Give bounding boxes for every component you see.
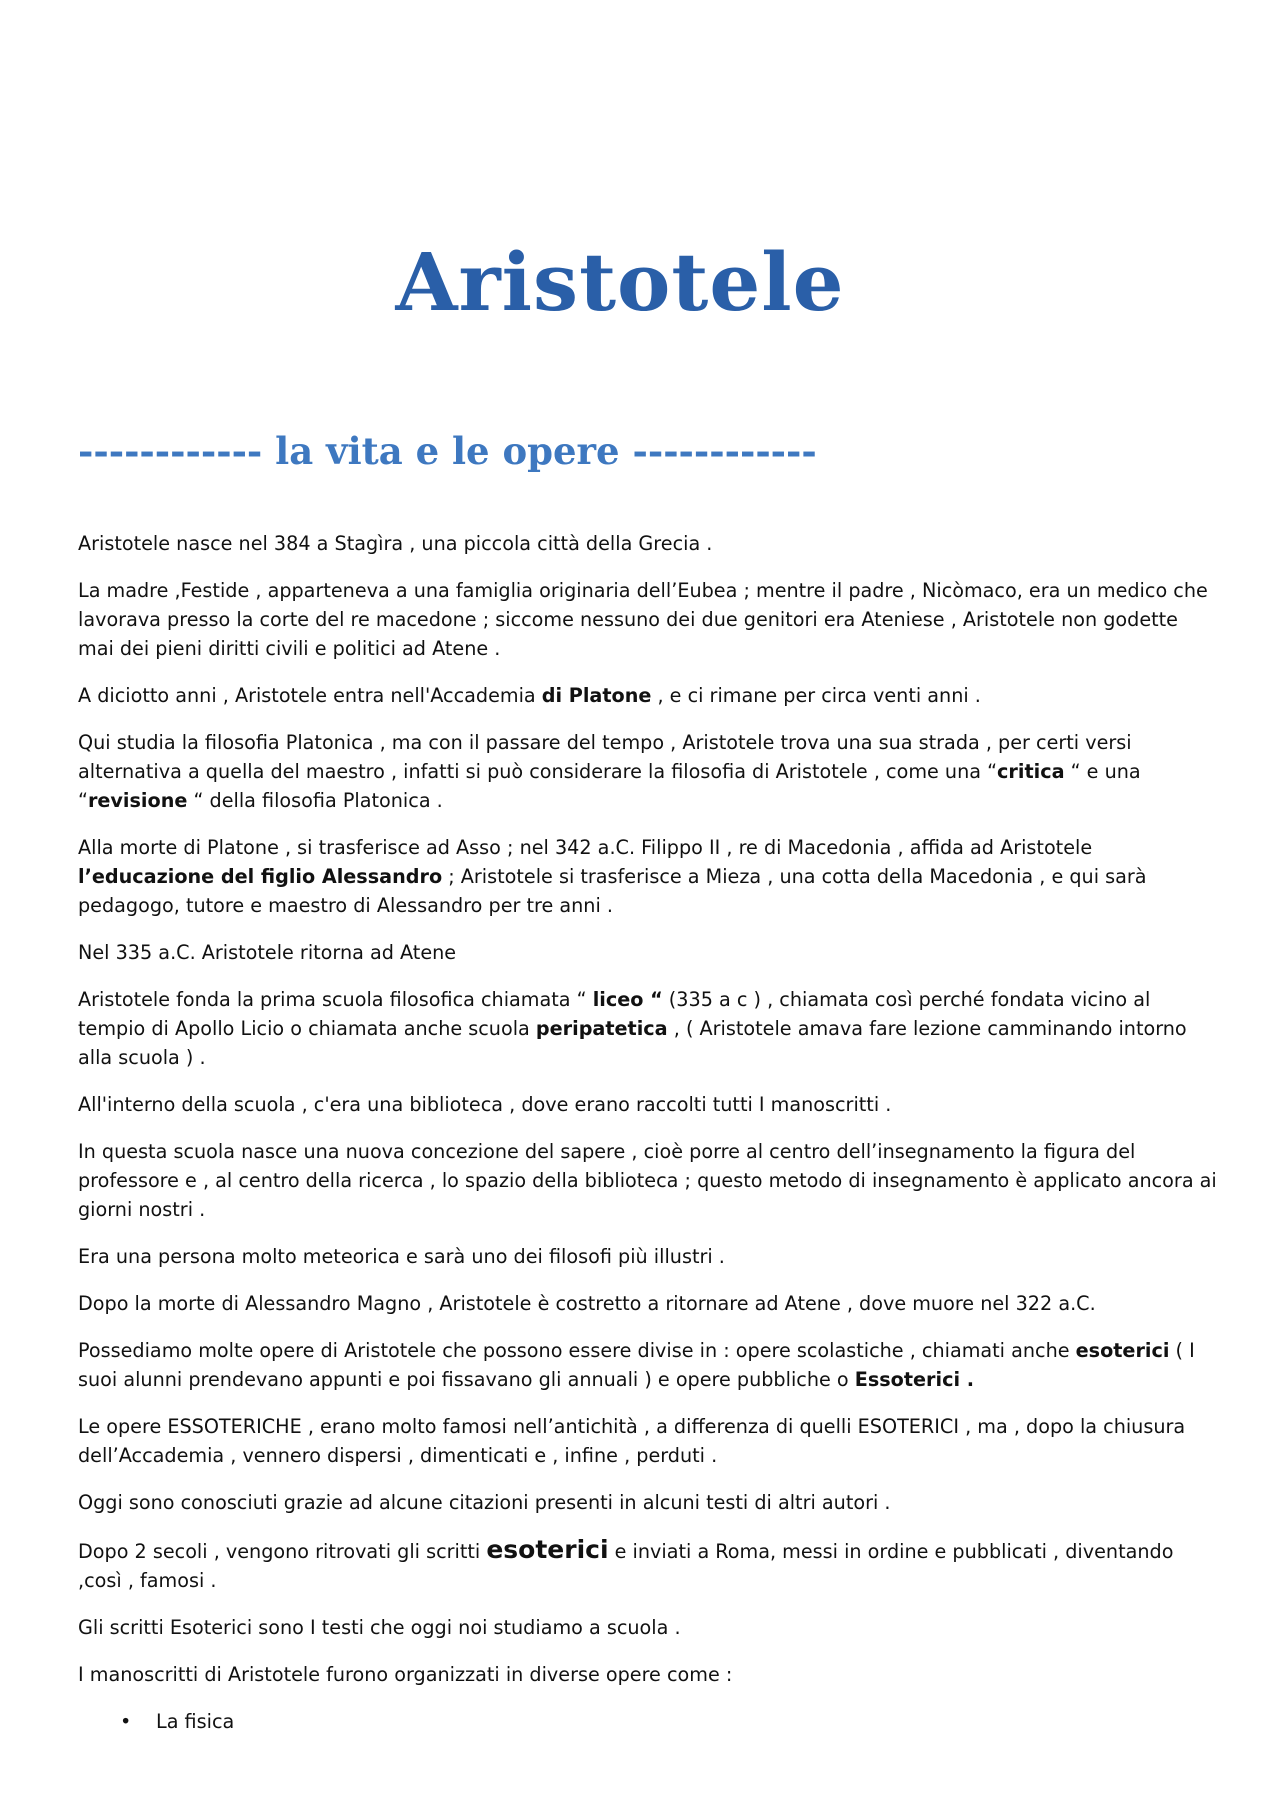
bold-text: di Platone — [541, 684, 652, 707]
paragraph-macedonia — [78, 833, 1218, 920]
bold-text: esoterici — [1075, 1339, 1170, 1362]
bold-text: liceo “ — [592, 988, 663, 1011]
paragraph-illustrious: Era una persona molto meteorica e sarà uno dei filosofi più illustri . — [78, 1245, 725, 1268]
paragraph-citations: Oggi sono conosciuti grazie ad alcune citazioni presenti in alcuni testi di altri autori . — [78, 1491, 891, 1514]
section-heading: ------------ la vita e le opere ------------ — [78, 428, 817, 473]
bold-text: peripatetica — [535, 1017, 668, 1040]
text-span: “ e una “ — [78, 760, 1141, 812]
paragraph-rediscovery — [78, 1535, 1218, 1595]
paragraph-academy — [78, 681, 1218, 710]
bold-text: Essoterici . — [854, 1368, 975, 1391]
text-span: “ della filosofia Platonica . — [187, 789, 443, 812]
text-span: Possediamo molte opere di Aristotele che possono essere divise in : opere scolastiche , chiamati anche — [78, 1339, 1076, 1362]
paragraph-manuscripts: I manoscritti di Aristotele furono organizzati in diverse opere come : — [78, 1663, 733, 1686]
text-span: Dopo 2 secoli , vengono ritrovati gli scritti — [78, 1540, 487, 1563]
text-span: (335 a c ) , chiamata così perché fondata vicino al tempio di Apollo Licio o chiamata anche scuola — [78, 988, 1151, 1040]
text-span: , ( Aristotele amava fare lezione camminando intorno alla scuola ) . — [78, 1017, 1187, 1069]
text-span: A diciotto anni , Aristotele entra nell'Accademia — [78, 684, 542, 707]
list-item — [78, 1707, 1218, 1736]
text-span: ( I suoi alunni prendevano appunti e poi fissavano gli annuali ) e opere pubbliche o — [78, 1339, 1195, 1391]
document-body — [78, 529, 1218, 1736]
paragraph-library: All'interno della scuola , c'era una biblioteca , dove erano raccolti tutti I manoscritti . — [78, 1093, 892, 1116]
text-span: Alla morte di Platone , si trasferisce ad Asso ; nel 342 a.C. Filippo II , re di Macedonia , affida ad Aristotele — [78, 836, 1093, 859]
bold-text: revisione — [87, 789, 188, 812]
paragraph-school: Gli scritti Esoterici sono I testi che oggi noi studiamo a scuola . — [78, 1616, 681, 1639]
large-bold-text: esoterici — [486, 1535, 609, 1564]
bold-text: critica — [997, 760, 1065, 783]
bullet-marker: • — [120, 1710, 132, 1733]
paragraph-death: Dopo la morte di Alessandro Magno , Aristotele è costretto a ritornare ad Atene , dove muore nel 322 a.C. — [78, 1292, 1096, 1315]
paragraph-birth: Aristotele nasce nel 384 a Stagìra , una piccola città della Grecia . — [78, 532, 713, 555]
text-span: ; Aristotele si trasferisce a Mieza , una cotta della Macedonia , e qui sarà pedagogo, tutore e maestro di Alessandro per tre anni . — [78, 865, 1147, 917]
text-span: e inviati a Roma, messi in ordine e pubblicati , diventando ,così , famosi . — [78, 1540, 1174, 1592]
paragraph-philosophy — [78, 728, 1218, 815]
bullet-list — [78, 1707, 1218, 1736]
paragraph-return: Nel 335 a.C. Aristotele ritorna ad Atene — [78, 941, 457, 964]
paragraph-exoteric: Le opere ESSOTERICHE , erano molto famosi nell’antichità , a differenza di quelli ESOTERICI , ma , dopo la chiusura dell’Accademia , vennero dispersi , dimenticati e , infine , perduti . — [78, 1415, 1186, 1467]
list-item-text: La fisica — [156, 1710, 235, 1733]
paragraph-knowledge: In questa scuola nasce una nuova concezione del sapere , cioè porre al centro dell’insegnamento la figura del professore e , al centro della ricerca , lo spazio della biblioteca ; questo metodo di insegnamento è applicato ancora ai giorni nostri . — [78, 1140, 1217, 1221]
text-span: , e ci rimane per circa venti anni . — [651, 684, 981, 707]
paragraph-parents: La madre ,Festide , apparteneva a una famiglia originaria dell’Eubea ; mentre il padre , Nicòmaco, era un medico che lavorava presso la corte del re macedone ; siccome nessuno dei due genitori era Ateniese , Aristotele non godette mai dei pieni diritti civili e politici ad Atene . — [78, 579, 1208, 660]
text-span: Aristotele fonda la prima scuola filosofica chiamata “ — [78, 988, 593, 1011]
bold-text: l’educazione del figlio Alessandro — [78, 865, 443, 888]
page-title: Aristotele — [395, 234, 845, 329]
paragraph-lyceum — [78, 985, 1218, 1072]
text-span: Qui studia la filosofia Platonica , ma con il passare del tempo , Aristotele trova una sua strada , per certi versi alternativa a quella del maestro , infatti si può considerare la filosofia di Aristotele , come una “ — [78, 731, 1132, 783]
paragraph-works — [78, 1336, 1218, 1394]
